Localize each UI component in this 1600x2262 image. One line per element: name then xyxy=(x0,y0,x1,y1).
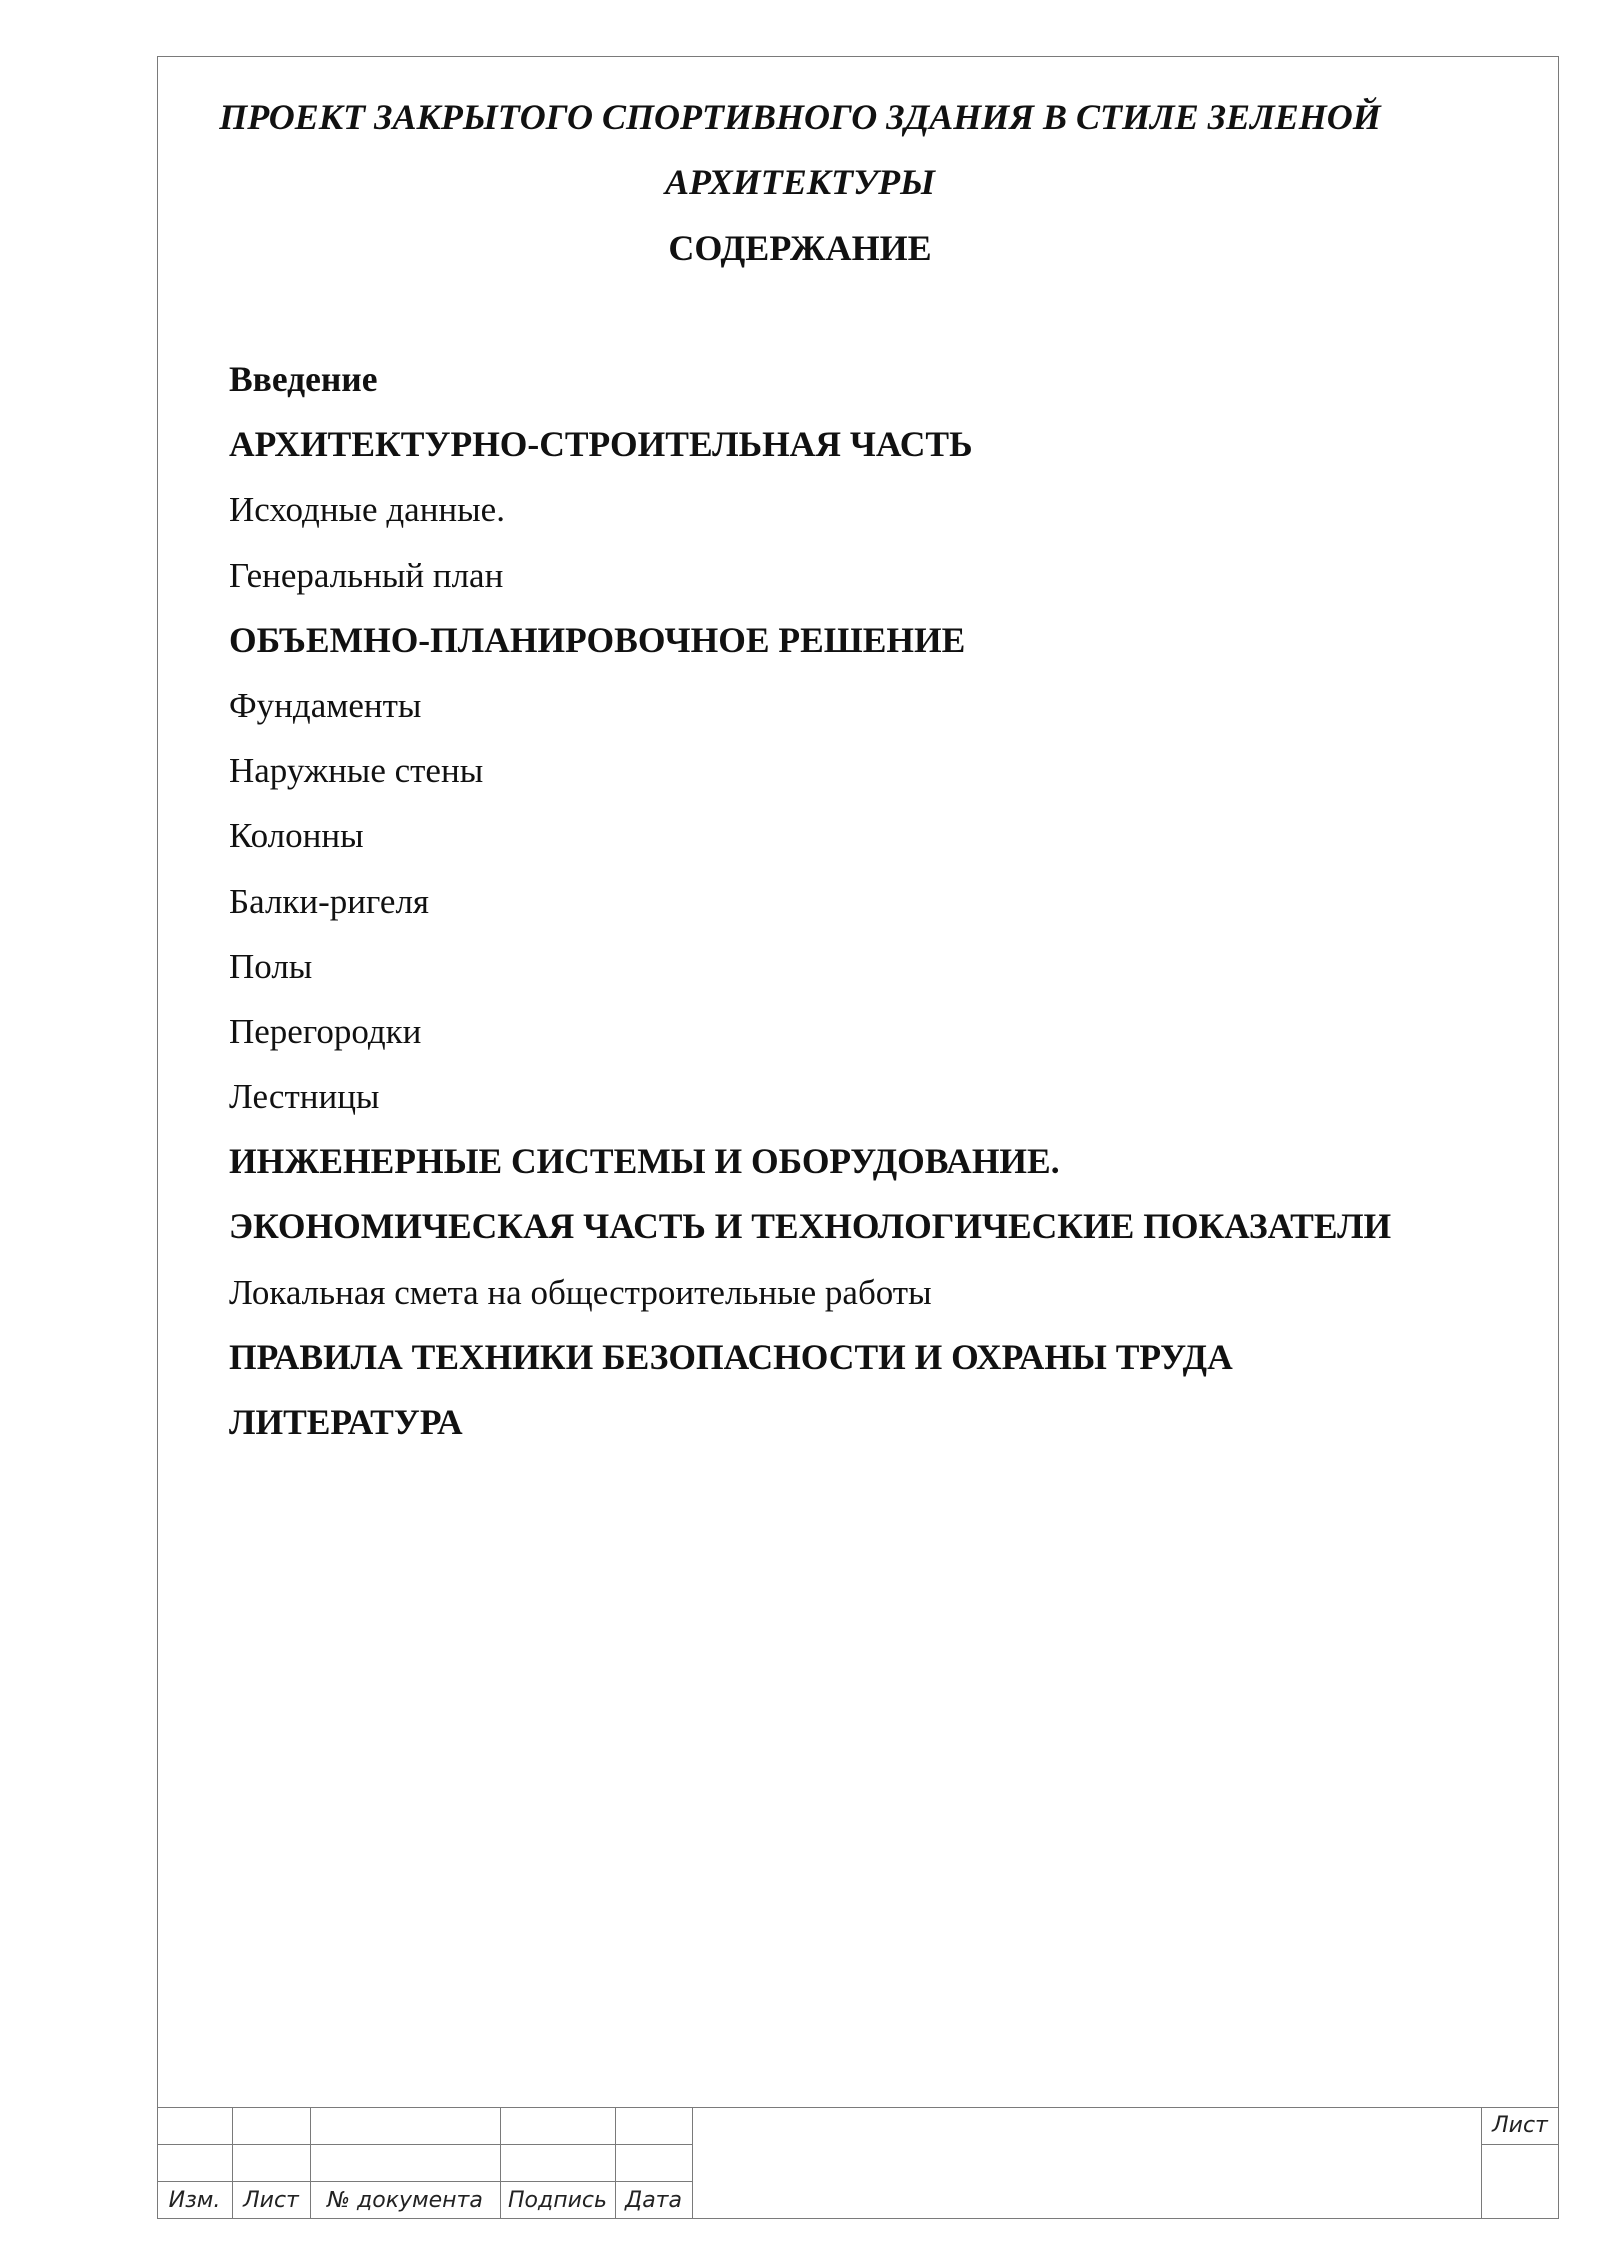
sheet-label: Лист xyxy=(1492,2113,1548,2138)
title-block-top-line xyxy=(157,2107,1559,2108)
toc-item: Колонны xyxy=(229,816,364,856)
toc-item: Лестницы xyxy=(229,1077,380,1117)
list-label: Лист xyxy=(243,2188,299,2213)
toc-item: Перегородки xyxy=(229,1011,422,1051)
doc-number-label: № документа xyxy=(327,2188,483,2213)
sheet-cell-line xyxy=(1481,2144,1559,2145)
title-block-row-line xyxy=(157,2181,692,2182)
toc-item: ПРАВИЛА ТЕХНИКИ БЕЗОПАСНОСТИ И ОХРАНЫ ТРУДА xyxy=(229,1336,1233,1377)
toc-item: Полы xyxy=(229,946,313,986)
toc-item: АРХИТЕКТУРНО-СТРОИТЕЛЬНАЯ ЧАСТЬ xyxy=(229,424,973,465)
toc-item: ЭКОНОМИЧЕСКАЯ ЧАСТЬ И ТЕХНОЛОГИЧЕСКИЕ ПОКАЗАТЕЛИ xyxy=(229,1206,1392,1247)
title-block xyxy=(157,2107,1559,2219)
title-block-row-line xyxy=(157,2144,692,2145)
izm-label: Изм. xyxy=(168,2188,221,2213)
toc-item: Исходные данные. xyxy=(229,490,505,530)
date-label: Дата xyxy=(625,2188,682,2213)
toc-item: Введение xyxy=(229,359,378,399)
document-title-line-2: АРХИТЕКТУРЫ xyxy=(664,162,936,202)
toc-item: ОБЪЕМНО-ПЛАНИРОВОЧНОЕ РЕШЕНИЕ xyxy=(229,619,966,660)
signature-label: Подпись xyxy=(508,2188,607,2213)
toc-heading: СОДЕРЖАНИЕ xyxy=(668,228,932,268)
title-block-column-line xyxy=(692,2107,693,2219)
document-title-line-1: ПРОЕКТ ЗАКРЫТОГО СПОРТИВНОГО ЗДАНИЯ В СТИЛЕ ЗЕЛЕНОЙ xyxy=(219,97,1381,137)
toc-item: Наружные стены xyxy=(229,751,484,791)
toc-item: ЛИТЕРАТУРА xyxy=(229,1402,463,1442)
table-of-contents xyxy=(229,347,1519,1455)
toc-item: Генеральный план xyxy=(229,555,504,595)
toc-item: ИНЖЕНЕРНЫЕ СИСТЕМЫ И ОБОРУДОВАНИЕ. xyxy=(229,1141,1060,1182)
toc-item: Балки-ригеля xyxy=(229,881,430,921)
toc-item: Локальная смета на общестроительные работы xyxy=(229,1272,932,1312)
toc-item: Фундаменты xyxy=(229,685,422,725)
